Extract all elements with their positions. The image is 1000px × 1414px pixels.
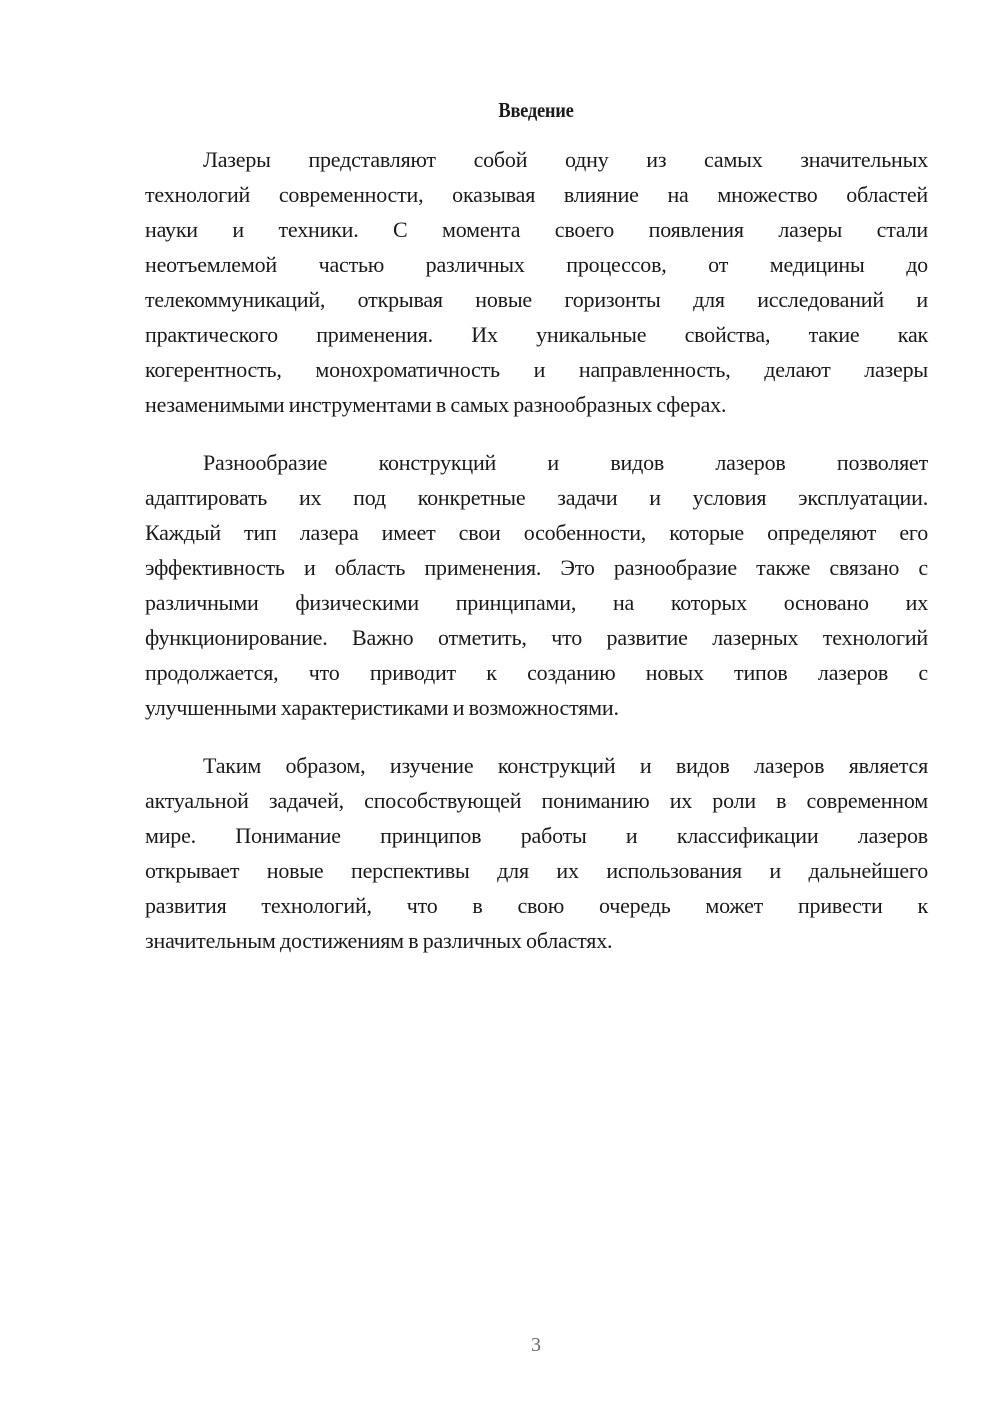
text-line: развития технологий, что в свою очередь может привести к	[145, 893, 928, 918]
text-line: актуальной задачей, способствующей пониманию их роли в современном	[145, 788, 928, 813]
text-line: когерентность, монохроматичность и направленность, делают лазеры	[145, 357, 928, 382]
section-heading: Введение	[498, 98, 574, 122]
text-line: неотъемлемой частью различных процессов, от медицины до	[145, 252, 928, 277]
text-line: технологий современности, оказывая влияние на множество областей	[145, 182, 928, 207]
text-line: улучшенными характеристиками и возможностями.	[145, 695, 619, 720]
text-line: Разнообразие конструкций и видов лазеров позволяет	[203, 450, 928, 475]
paragraph-1	[145, 142, 928, 422]
text-line: функционирование. Важно отметить, что развитие лазерных технологий	[145, 625, 928, 650]
text-line: Таким образом, изучение конструкций и видов лазеров является	[203, 753, 928, 778]
paragraph-3	[145, 748, 928, 958]
text-line: открывает новые перспективы для их использования и дальнейшего	[145, 858, 928, 883]
text-line: продолжается, что приводит к созданию новых типов лазеров с	[145, 660, 928, 685]
text-line: адаптировать их под конкретные задачи и условия эксплуатации.	[145, 485, 928, 510]
text-line: практического применения. Их уникальные свойства, такие как	[145, 322, 928, 347]
text-line: значительным достижениям в различных областях.	[145, 928, 613, 953]
text-line: мире. Понимание принципов работы и классификации лазеров	[145, 823, 928, 848]
text-line: незаменимыми инструментами в самых разнообразных сферах.	[145, 392, 727, 417]
paragraph-2	[145, 445, 928, 725]
text-line: телекоммуникаций, открывая новые горизонты для исследований и	[145, 287, 928, 312]
text-line: Каждый тип лазера имеет свои особенности, которые определяют его	[145, 520, 928, 545]
page-number: 3	[531, 1334, 541, 1356]
text-line: науки и техники. С момента своего появления лазеры стали	[145, 217, 928, 242]
text-line: различными физическими принципами, на которых основано их	[145, 590, 928, 615]
text-line: Лазеры представляют собой одну из самых значительных	[203, 147, 928, 172]
text-line: эффективность и область применения. Это разнообразие также связано с	[145, 555, 928, 580]
